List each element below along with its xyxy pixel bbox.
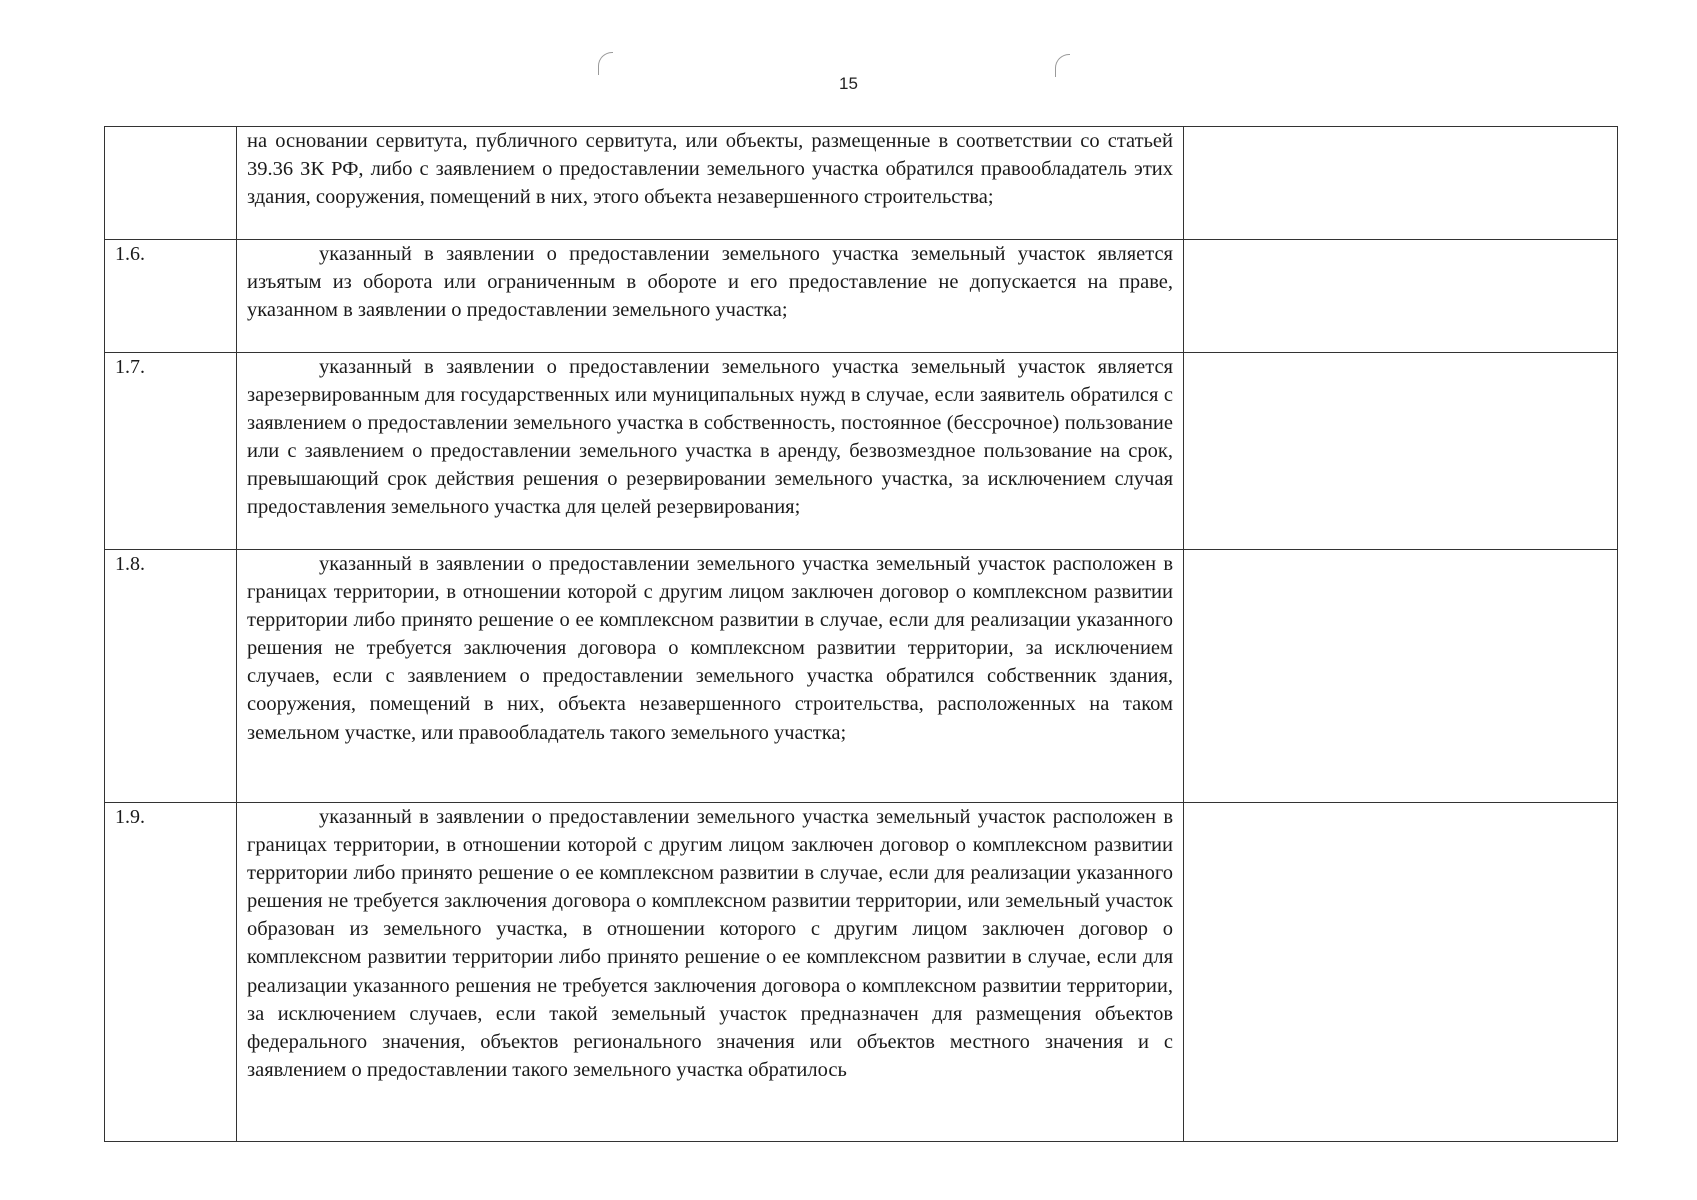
table-row [105,127,1618,240]
table-row [105,550,1618,803]
row-note [1184,353,1618,550]
grounds-table [104,126,1618,1142]
row-text-content: указанный в заявлении о предоставлении земельного участка земельный участок является зарезервированным для государственных или муниципальных нужд в случае, если заявитель обратился с заявлением о предоставлении земельного участка в собственность, постоянное (бессрочное) пользование или с заявлением о предоставлении земельного участка в аренду, безвозмездное пользование на срок, превышающий срок действия решения о резервировании земельного участка, за исключением случая предоставления земельного участка для целей резервирования; [247,356,1173,519]
table-row [105,803,1618,1142]
row-text [237,127,1184,240]
row-note [1184,127,1618,240]
table-row [105,240,1618,353]
row-number [105,127,237,240]
row-number: 1.8. [105,550,237,803]
row-text [237,803,1184,1142]
row-note [1184,803,1618,1142]
row-note [1184,550,1618,803]
row-text [237,353,1184,550]
row-number: 1.9. [105,803,237,1142]
row-text [237,240,1184,353]
row-text-content: указанный в заявлении о предоставлении земельного участка земельный участок расположен в границах территории, в отношении которой с другим лицом заключен договор о комплексном развитии территории либо принято решение о ее комплексном развитии в случае, если для реализации указанного решения не требуется заключения договора о комплексном развитии территории, за исключением случаев, если с заявлением о предоставлении земельного участка обратился собственник здания, сооружения, помещений в них, объекта незавершенного строительства, расположенных на таком земельном участке, или правообладатель такого земельного участка; [247,553,1173,744]
row-text-content: указанный в заявлении о предоставлении земельного участка земельный участок расположен в границах территории, в отношении которой с другим лицом заключен договор о комплексном развитии территории либо принято решение о ее комплексном развитии в случае, если для реализации указанного решения не требуется заключения договора о комплексном развитии территории, или земельный участок образован из земельного участка, в отношении которого с другим лицом заключен договор о комплексном развитии территории либо принято решение о ее комплексном развитии в случае, если для реализации указанного решения не требуется заключения договора о комплексном развитии территории, за исключением случаев, если такой земельный участок предназначен для размещения объектов федерального значения, объектов регионального значения или объектов местного значения и с заявлением о предоставлении такого земельного участка обратилось [247,806,1173,1081]
row-text-content: указанный в заявлении о предоставлении земельного участка земельный участок является изъятым из оборота или ограниченным в обороте и его предоставление не допускается на праве, указанном в заявлении о предоставлении земельного участка; [247,243,1173,322]
page-number: 15 [839,74,858,93]
row-note [1184,240,1618,353]
scan-artifact-mark [598,52,613,75]
table-row [105,353,1618,550]
row-number: 1.7. [105,353,237,550]
row-number: 1.6. [105,240,237,353]
row-text-content: на основании сервитута, публичного сервитута, или объекты, размещенные в соответствии со статьей 39.36 ЗК РФ, либо с заявлением о предоставлении земельного участка обратился правообладатель этих здания, сооружения, помещений в них, этого объекта незавершенного строительства; [247,130,1173,209]
row-text [237,550,1184,803]
